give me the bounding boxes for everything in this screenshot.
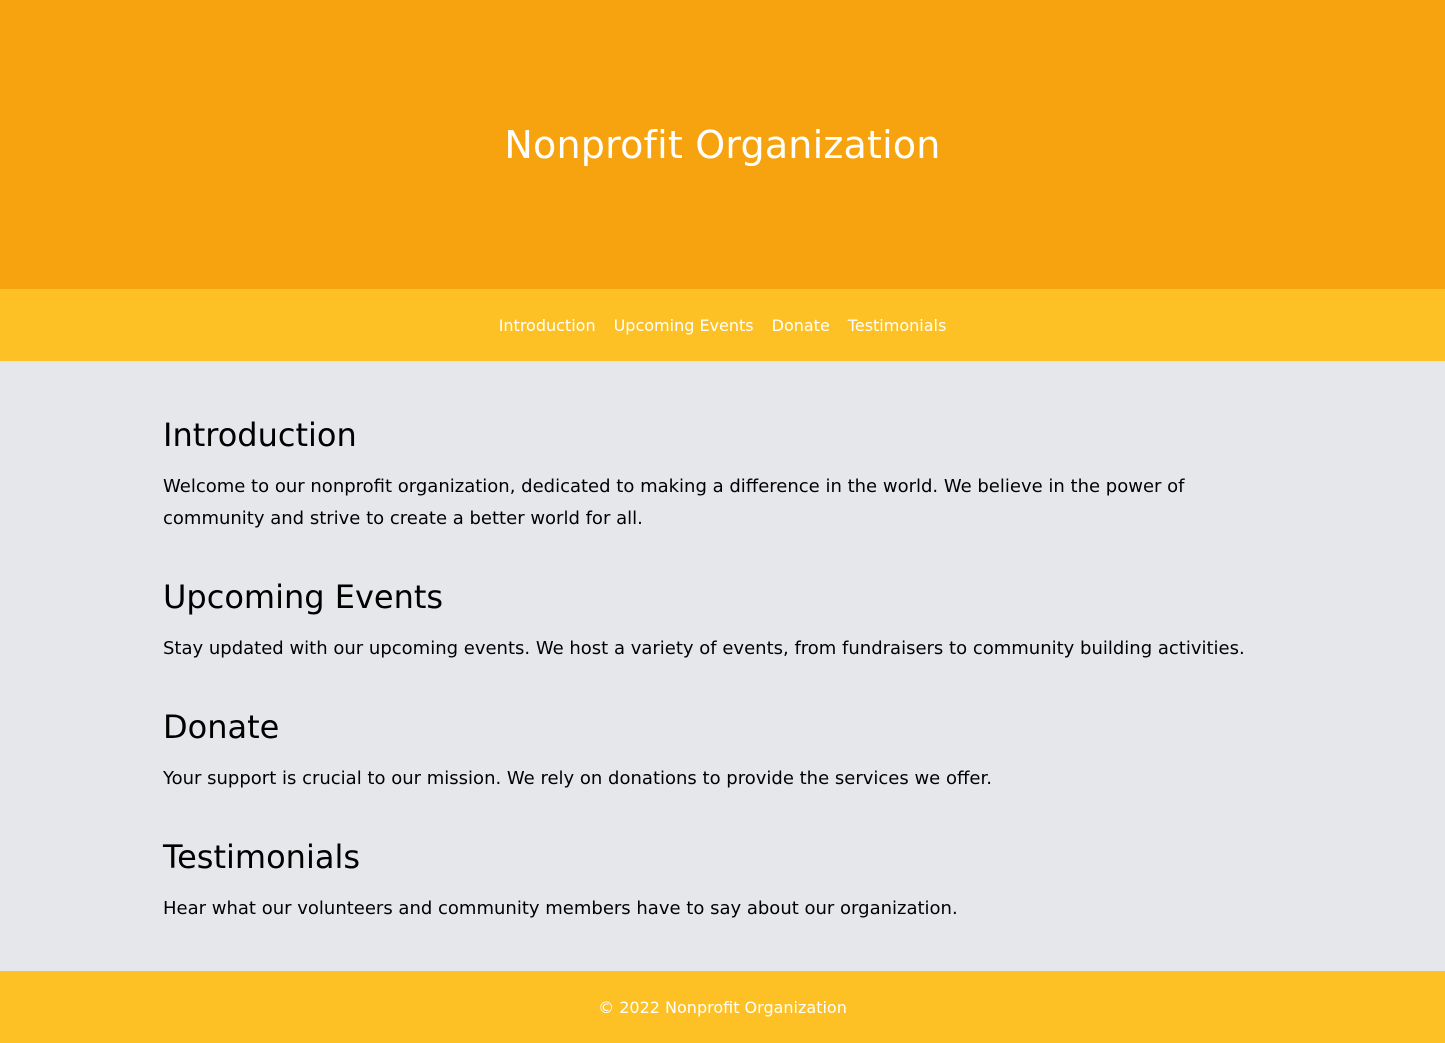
- nav-item-testimonials: [848, 316, 947, 335]
- testimonials-text: Hear what our volunteers and community members have to say about our organization.: [163, 898, 958, 919]
- main-navigation: [0, 289, 1445, 361]
- donate-heading: Donate: [163, 708, 280, 746]
- testimonials-section: [163, 837, 1283, 925]
- nav-item-introduction: [499, 316, 596, 335]
- nav-list: [499, 316, 947, 335]
- introduction-heading: Introduction: [163, 416, 357, 454]
- main-content: [0, 361, 1445, 971]
- testimonials-heading: Testimonials: [163, 838, 360, 876]
- introduction-text: Welcome to our nonprofit organization, dedicated to making a difference in the world. We believe in the power of community and strive to create a better world for all.: [163, 476, 1185, 529]
- copyright-text: © 2022 Nonprofit Organization: [598, 997, 847, 1017]
- introduction-section: [163, 415, 1283, 535]
- nav-item-donate: [772, 316, 830, 335]
- site-title: Nonprofit Organization: [504, 122, 941, 167]
- nav-link-donate[interactable]: Donate: [771, 315, 830, 335]
- upcoming-events-section: [163, 577, 1283, 665]
- upcoming-events-heading: Upcoming Events: [163, 578, 444, 616]
- nav-link-introduction[interactable]: Introduction: [498, 315, 596, 335]
- nav-link-upcoming-events[interactable]: Upcoming Events: [613, 315, 754, 335]
- donate-text: Your support is crucial to our mission. We rely on donations to provide the services we offer.: [163, 768, 992, 789]
- site-footer: [0, 971, 1445, 1043]
- donate-section: [163, 707, 1283, 795]
- upcoming-events-text: Stay updated with our upcoming events. We host a variety of events, from fundraisers to community building activities.: [163, 638, 1245, 659]
- nav-item-upcoming-events: [614, 316, 754, 335]
- nav-link-testimonials[interactable]: Testimonials: [847, 315, 947, 335]
- hero-banner: [0, 0, 1445, 289]
